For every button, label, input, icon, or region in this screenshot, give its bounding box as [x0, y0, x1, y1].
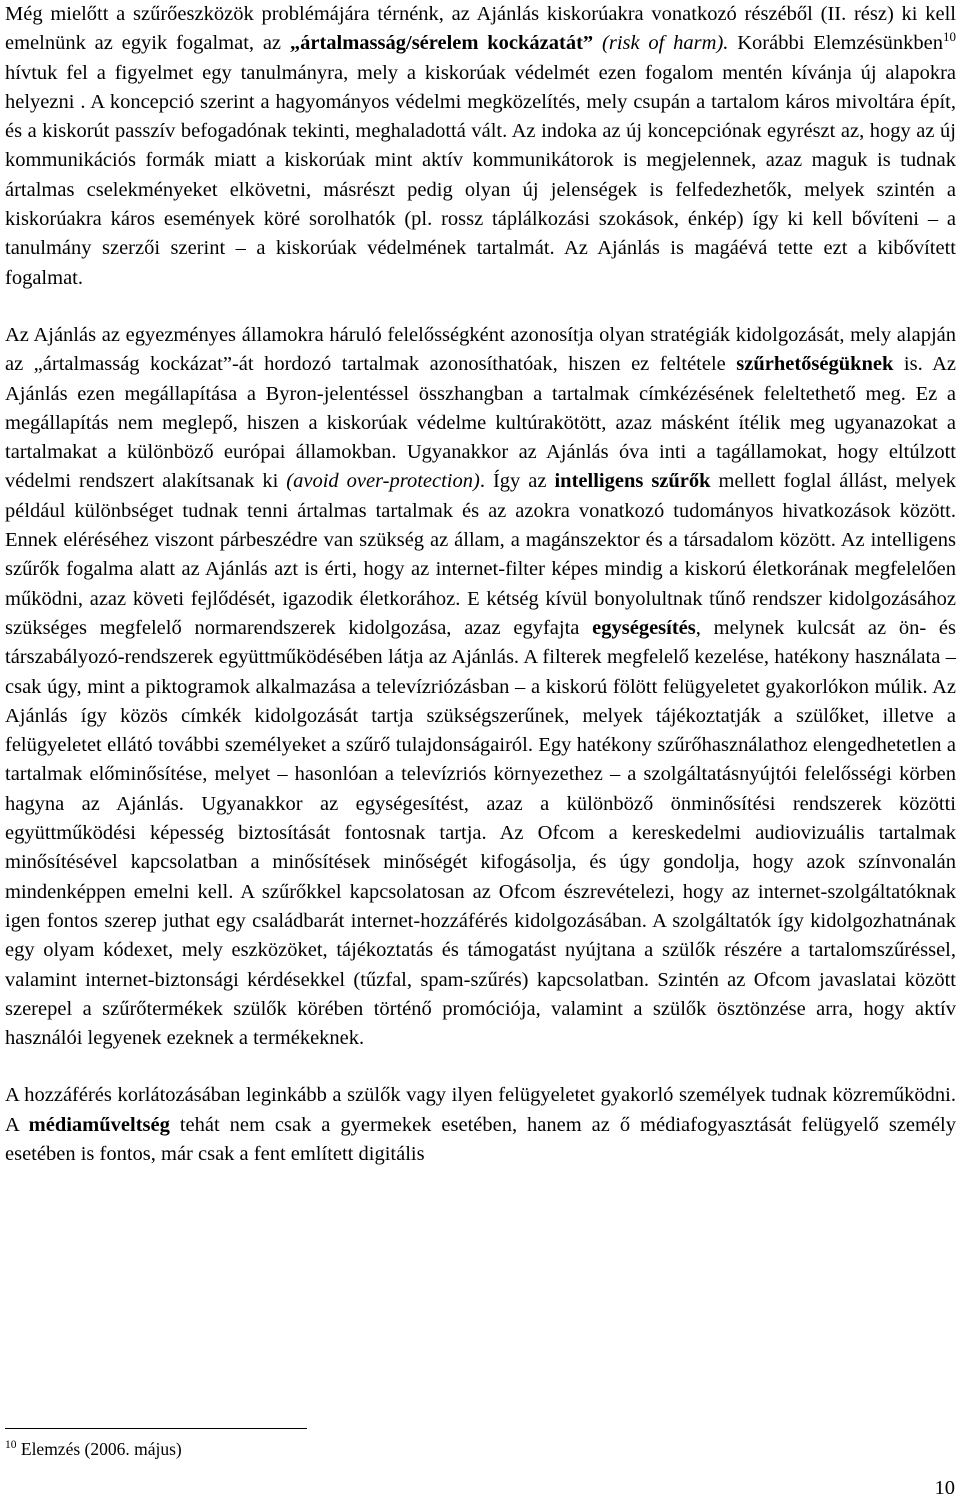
footnote-text: Elemzés (2006. május) [16, 1439, 182, 1459]
text-run: Még mielőtt a szűrőeszközök problémájára térnénk, az Ajánlás kiskorúakra vonatkozó részéből (II. rész) ki kell emelnünk az egyik fogalmat, az [5, 3, 956, 55]
footnote-reference[interactable]: 10 [943, 29, 956, 45]
footnote-number: 10 [5, 1439, 17, 1451]
text-run: mellett foglal állást, melyek például különbséget tudnak tenni ártalmas tartalmak és az azokra vonatkozó tudományos hivatkozások között. Ennek eléréséhez viszont párbeszédre van szükség az állam, a magánszektor és a társadalom között. Az intelligens szűrők fogalma alatt az Ajánlás azt is érti, hogy az internet-filter képes mindig a kiskorú életkorának megfelelően működni, azaz követi fejlődését, igazodik életkorához. E kétség kívül bonyolultnak tűnő rendszer kidolgozásához szükséges megfelelő normarendszerek kidolgozása, azaz egyfajta [5, 470, 956, 639]
text-run: . Így az [479, 470, 555, 493]
text-run: tehát nem csak a gyermekek esetében, hanem az ő médiafogyasztását felügyelő személy esetében is fontos, már csak a fent említett digitális [5, 1113, 956, 1165]
term-media-literacy: médiaműveltség [28, 1113, 170, 1136]
footnote [5, 1438, 182, 1460]
term-filterability: szűrhetőségüknek [736, 353, 894, 376]
text-run: A hozzáférés korlátozásában leginkább a szülők vagy ilyen felügyeletet gyakorló személyek tudnak közreműködni. A [5, 1084, 956, 1136]
term-intelligent-filters: intelligens szűrők [554, 470, 711, 493]
paragraph-intelligent-filters [5, 321, 956, 1053]
text-run: is. Az Ajánlás ezen megállapítása a Byron-jelentéssel összhangban a tartalmak címkézésének feleltethető meg. Ez a megállapítás nem meglepő, hiszen a kiskorúak védelme kultúrakötött, azaz másként ítélik meg ugyanazokat a tartalmakat a különböző európai államokban. Ugyanakkor az Ajánlás óva inti a tagállamokat, hogy eltúlzott védelmi rendszert alakítsanak ki [5, 353, 956, 493]
term-risk-of-harm-english: (risk of harm). [602, 32, 729, 55]
paragraph-risk-of-harm [5, 0, 956, 293]
term-avoid-over-protection: (avoid over-protection) [286, 470, 480, 493]
text-run: Az Ajánlás az egyezményes államokra háruló felelősségként azonosítja olyan stratégiák kidolgozását, mely alapján az „ártalmasság kockázat”-át hordozó tartalmak azonosíthatóak, hiszen ez feltétele [5, 323, 956, 376]
page-number: 10 [934, 1477, 955, 1499]
footnote-separator [5, 1428, 307, 1429]
main-text [5, 0, 956, 1169]
paragraph-media-literacy [5, 1081, 956, 1169]
text-run: , melynek kulcsát az ön- és társzabályozó-rendszerek együttműködésében látja az Ajánlás. A filterek megfelelő kezelése, hatékony használata – csak úgy, mint a piktogramok alkalmazása a televízriózásban – a kiskorú fölött felügyeletet gyakorlókon múlik. Az Ajánlás így közös címkék kidolgozását tartja szükségszerűnek, melyek tájékoztatják a szülőket, illetve a felügyeletet ellátó további személyeket a szűrő tulajdonságairól. Egy hatékony szűrőhasználathoz elengedhetetlen a tartalmak előminősítése, melyet – hasonlóan a televízriós környezethez – a szolgáltatásnyújtói felelősségi körben hagyna az Ajánlás. Ugyanakkor az egységesítést, azaz a különböző önminősítési rendszerek közötti együttműködési képesség biztosítását fontosnak tartja. Az Ofcom a kereskedelmi audiovizuális tartalmak minősítésével kapcsolatban a minősítések minőségét kifogásolja, és úgy gondolja, hogy azok színvonalán mindenképpen emelni kell. A szűrőkkel kapcsolatosan az Ofcom észrevételezi, hogy az internet-szolgáltatóknak igen fontos szerep juthat egy családbarát internet-hozzáférés kidolgozásában. A szolgáltatók így kidolgozhatnának egy olyam kódexet, mely eszközöket, tájékoztatás és támogatást nyújtana a szülők részére a tartalomszűréssel, valamint internet-biztonsági kérdésekkel (tűzfal, spam-szűrés) kapcsolatban. Szintén az Ofcom javaslatai között szerepel a szűrőtermékek szülők körében történő promóciója, valamint a szülők ösztönzése arra, hogy aktív használói legyenek ezeknek a termékeknek. [5, 616, 956, 1050]
term-risk-of-harm: „ártalmasság/sérelem kockázatát” [289, 32, 594, 55]
term-standardization: egységesítés [592, 616, 696, 639]
text-run: Korábbi Elemzésünkben [728, 32, 943, 55]
text-run: hívtuk fel a figyelmet egy tanulmányra, mely a kiskorúak védelmét ezen fogalom mentén kívánja új alapokra helyezni . A koncepció szerint a hagyományos védelmi megközelítés, mely csupán a tartalom káros mivoltára épít, és a kiskorút passzív befogadónak tekinti, meghaladottá vált. Az indoka az új koncepciónak egyrészt az, hogy az új kommunikációs formák miatt a kiskorúak mint aktív kommunikátorok is megjelennek, azaz maguk is tudnak ártalmas cselekményeket elkövetni, másrészt pedig olyan új jelenségek is felfedezhetők, melyek szintén a kiskorúakra káros események köré sorolhatók (pl. rossz táplálkozási szokások, énkép) így ki kell bővíteni – a tanulmány szerzői szerint – a kiskorúak védelmének tartalmát. Az Ajánlás is magáévá tette ezt a kibővített fogalmat. [5, 61, 956, 289]
